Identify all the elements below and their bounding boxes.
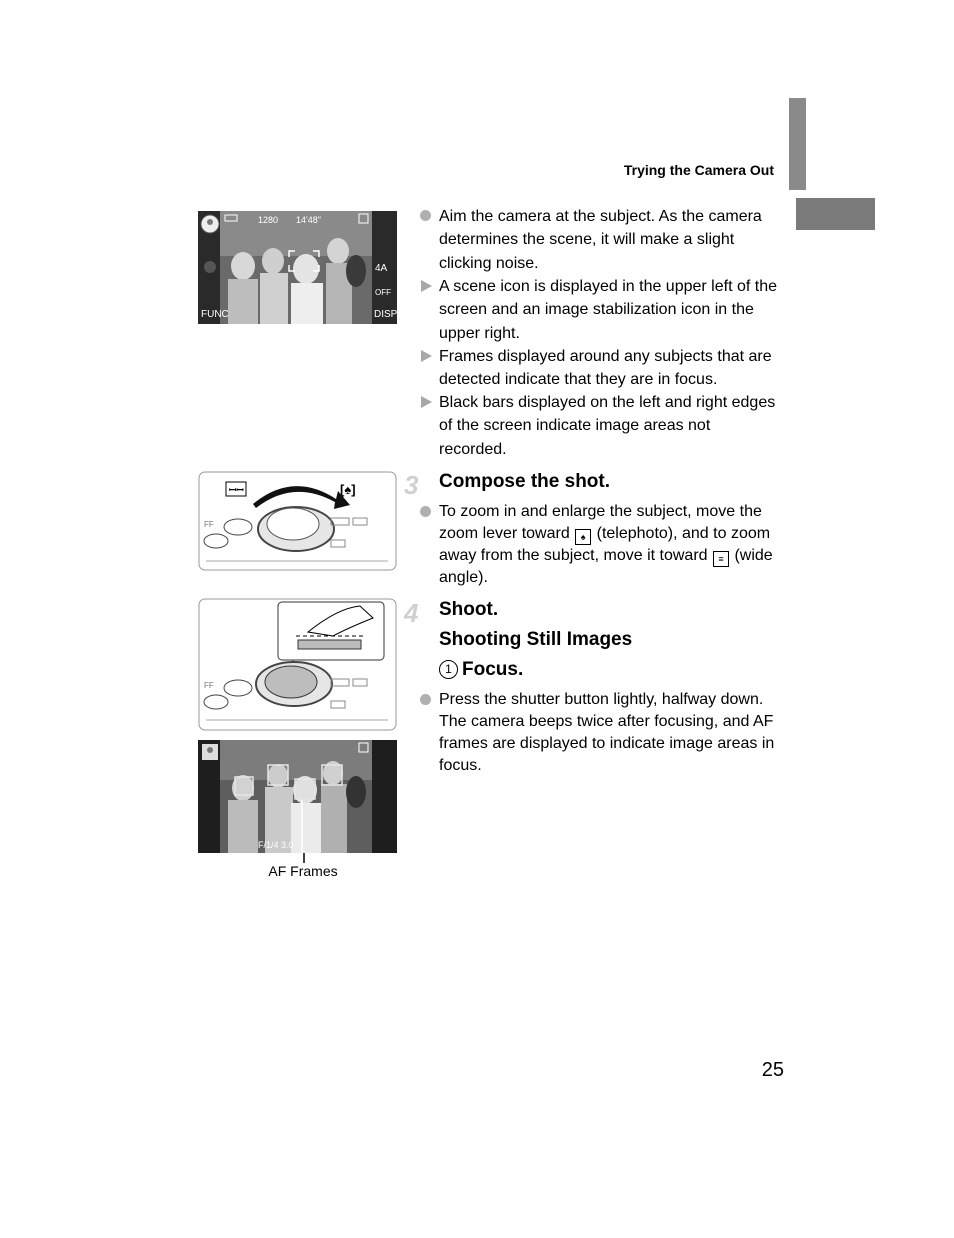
zoom-lever-figure [198, 471, 397, 571]
telephoto-icon: [♠] [340, 482, 356, 497]
step-number: 4 [404, 598, 419, 628]
step-4-heading: Shoot. [439, 599, 499, 620]
resolution-readout: 1280 [258, 215, 279, 225]
arrow-bullet-icon [421, 396, 432, 408]
intro-bullet-4: Black bars displayed on the left and right edges of the screen indicate image areas not recorded. [420, 391, 782, 461]
bullet-dot-icon [420, 210, 431, 221]
arrow-bullet-icon [421, 280, 432, 292]
func-label: FUNC [201, 309, 229, 320]
step-number: 3 [404, 470, 419, 500]
shutter-press-figure [198, 598, 397, 731]
page-number: 25 [761, 1059, 784, 1081]
intro-bullet-1: Aim the camera at the subject. As the camera determines the scene, it will make a slight clicking noise. [420, 205, 782, 275]
section-tab-bar [789, 98, 806, 190]
time-readout: 14'48" [296, 215, 321, 225]
flash-icon: 4A [375, 263, 388, 274]
wide-angle-icon: ≡ [713, 551, 729, 567]
disp-label: DISP [374, 309, 397, 320]
lcd-scene-figure [198, 211, 397, 324]
is-mode-icon: OFF [375, 288, 391, 297]
bullet-dot-icon [420, 694, 431, 705]
step-3-bullet: To zoom in and enlarge the subject, move the zoom lever toward ♠ (telephoto), and to zoom away from the subject, move it toward ≡ (wide angle). [420, 501, 782, 589]
telephoto-icon: ♠ [575, 529, 591, 545]
shooting-still-images-heading: Shooting Still Images [439, 629, 633, 650]
svg-text:FF: FF [204, 520, 214, 529]
intro-bullet-2: A scene icon is displayed in the upper left of the screen and an image stabilization icon in the upper right. [420, 275, 782, 345]
section-tab [796, 198, 875, 230]
substep-number-icon: 1 [439, 660, 458, 679]
svg-text:FF: FF [204, 681, 214, 690]
running-head: Trying the Camera Out [623, 162, 774, 178]
af-frames-caption: AF Frames [268, 863, 338, 879]
intro-bullet-3: Frames displayed around any subjects that are detected indicate that they are in focus. [420, 345, 782, 392]
af-caption-leader [298, 853, 308, 863]
svg-text:ꟷꟷ: ꟷꟷ [229, 485, 244, 495]
exposure-readout: F/1/4 3.0 [258, 840, 294, 850]
bullet-dot-icon [420, 506, 431, 517]
step-3-heading: Compose the shot. [439, 471, 611, 492]
step-4-bullet: Press the shutter button lightly, halfway down. The camera beeps twice after focusing, and AF frames are displayed to indicate image areas in focus. [420, 689, 782, 777]
focus-substep-heading: 1 Focus. [439, 659, 523, 681]
shutter-icon [204, 261, 216, 273]
arrow-bullet-icon [421, 350, 432, 362]
lcd-af-frames-figure [198, 740, 397, 853]
